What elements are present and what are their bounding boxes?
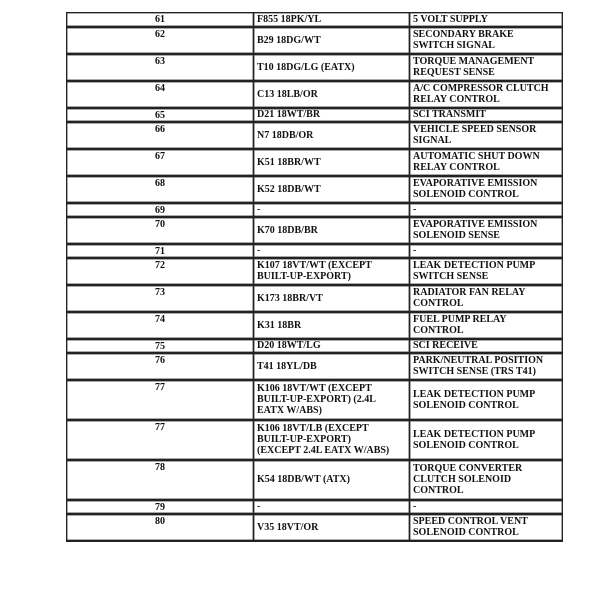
function-cell: SCI TRANSMIT (410, 108, 563, 122)
connector-pinout-table (66, 12, 563, 542)
circuit-cell: - (254, 500, 410, 514)
circuit-cell: K173 18BR/VT (254, 285, 410, 312)
pinout-table-body (67, 13, 563, 541)
cavity-number: 65 (67, 108, 254, 122)
cavity-number: 79 (67, 500, 254, 514)
cavity-number: 74 (67, 312, 254, 339)
circuit-cell: K51 18BR/WT (254, 149, 410, 176)
circuit-cell: F855 18PK/YL (254, 13, 410, 27)
cavity-number: 77 (67, 420, 254, 460)
circuit-cell: N7 18DB/OR (254, 122, 410, 149)
table-row (67, 244, 563, 258)
circuit-cell: K31 18BR (254, 312, 410, 339)
cavity-number: 73 (67, 285, 254, 312)
cavity-number: 61 (67, 13, 254, 27)
function-cell: LEAK DETECTION PUMP SOLENOID CONTROL (410, 380, 563, 420)
function-cell: VEHICLE SPEED SENSOR SIGNAL (410, 122, 563, 149)
function-cell: TORQUE CONVERTER CLUTCH SOLENOID CONTROL (410, 460, 563, 500)
function-cell: LEAK DETECTION PUMP SWITCH SENSE (410, 258, 563, 285)
cavity-number: 63 (67, 54, 254, 81)
cavity-number: 78 (67, 460, 254, 500)
table-row (67, 13, 563, 27)
table-row (67, 353, 563, 380)
circuit-cell: C13 18LB/OR (254, 81, 410, 108)
table-row (67, 217, 563, 244)
function-cell: - (410, 500, 563, 514)
function-cell: SPEED CONTROL VENT SOLENOID CONTROL (410, 514, 563, 541)
circuit-cell: D21 18WT/BR (254, 108, 410, 122)
cavity-number: 76 (67, 353, 254, 380)
cavity-number: 72 (67, 258, 254, 285)
table-row (67, 460, 563, 500)
table-row (67, 312, 563, 339)
circuit-cell: V35 18VT/OR (254, 514, 410, 541)
function-cell: SECONDARY BRAKE SWITCH SIGNAL (410, 27, 563, 54)
function-cell: A/C COMPRESSOR CLUTCH RELAY CONTROL (410, 81, 563, 108)
function-cell: PARK/NEUTRAL POSITION SWITCH SENSE (TRS T41) (410, 353, 563, 380)
table-row (67, 420, 563, 460)
function-cell: - (410, 203, 563, 217)
cavity-number: 64 (67, 81, 254, 108)
table-row (67, 203, 563, 217)
function-cell: 5 VOLT SUPPLY (410, 13, 563, 27)
table-row (67, 54, 563, 81)
table-row (67, 27, 563, 54)
table-row (67, 339, 563, 353)
function-cell: AUTOMATIC SHUT DOWN RELAY CONTROL (410, 149, 563, 176)
circuit-cell: K107 18VT/WT (EXCEPT BUILT-UP-EXPORT) (254, 258, 410, 285)
circuit-cell: D20 18WT/LG (254, 339, 410, 353)
cavity-number: 67 (67, 149, 254, 176)
cavity-number: 75 (67, 339, 254, 353)
table-row (67, 500, 563, 514)
function-cell: EVAPORATIVE EMISSION SOLENOID CONTROL (410, 176, 563, 203)
table-row (67, 514, 563, 541)
table-row (67, 81, 563, 108)
circuit-cell: - (254, 244, 410, 258)
function-cell: - (410, 244, 563, 258)
function-cell: EVAPORATIVE EMISSION SOLENOID SENSE (410, 217, 563, 244)
table-row (67, 285, 563, 312)
table-row (67, 122, 563, 149)
cavity-number: 68 (67, 176, 254, 203)
function-cell: LEAK DETECTION PUMP SOLENOID CONTROL (410, 420, 563, 460)
cavity-number: 71 (67, 244, 254, 258)
circuit-cell: K106 18VT/WT (EXCEPT BUILT-UP-EXPORT) (2.4L EATX W/ABS) (254, 380, 410, 420)
table-row (67, 108, 563, 122)
function-cell: TORQUE MANAGEMENT REQUEST SENSE (410, 54, 563, 81)
cavity-number: 62 (67, 27, 254, 54)
cavity-number: 77 (67, 380, 254, 420)
table-row (67, 176, 563, 203)
cavity-number: 80 (67, 514, 254, 541)
circuit-cell: K106 18VT/LB (EXCEPT BUILT-UP-EXPORT) (EXCEPT 2.4L EATX W/ABS) (254, 420, 410, 460)
circuit-cell: T10 18DG/LG (EATX) (254, 54, 410, 81)
circuit-cell: K70 18DB/BR (254, 217, 410, 244)
cavity-number: 69 (67, 203, 254, 217)
cavity-number: 70 (67, 217, 254, 244)
function-cell: SCI RECEIVE (410, 339, 563, 353)
cavity-number: 66 (67, 122, 254, 149)
table-row (67, 149, 563, 176)
circuit-cell: - (254, 203, 410, 217)
circuit-cell: K54 18DB/WT (ATX) (254, 460, 410, 500)
circuit-cell: B29 18DG/WT (254, 27, 410, 54)
table-row (67, 380, 563, 420)
function-cell: FUEL PUMP RELAY CONTROL (410, 312, 563, 339)
circuit-cell: T41 18YL/DB (254, 353, 410, 380)
circuit-cell: K52 18DB/WT (254, 176, 410, 203)
function-cell: RADIATOR FAN RELAY CONTROL (410, 285, 563, 312)
table-row (67, 258, 563, 285)
